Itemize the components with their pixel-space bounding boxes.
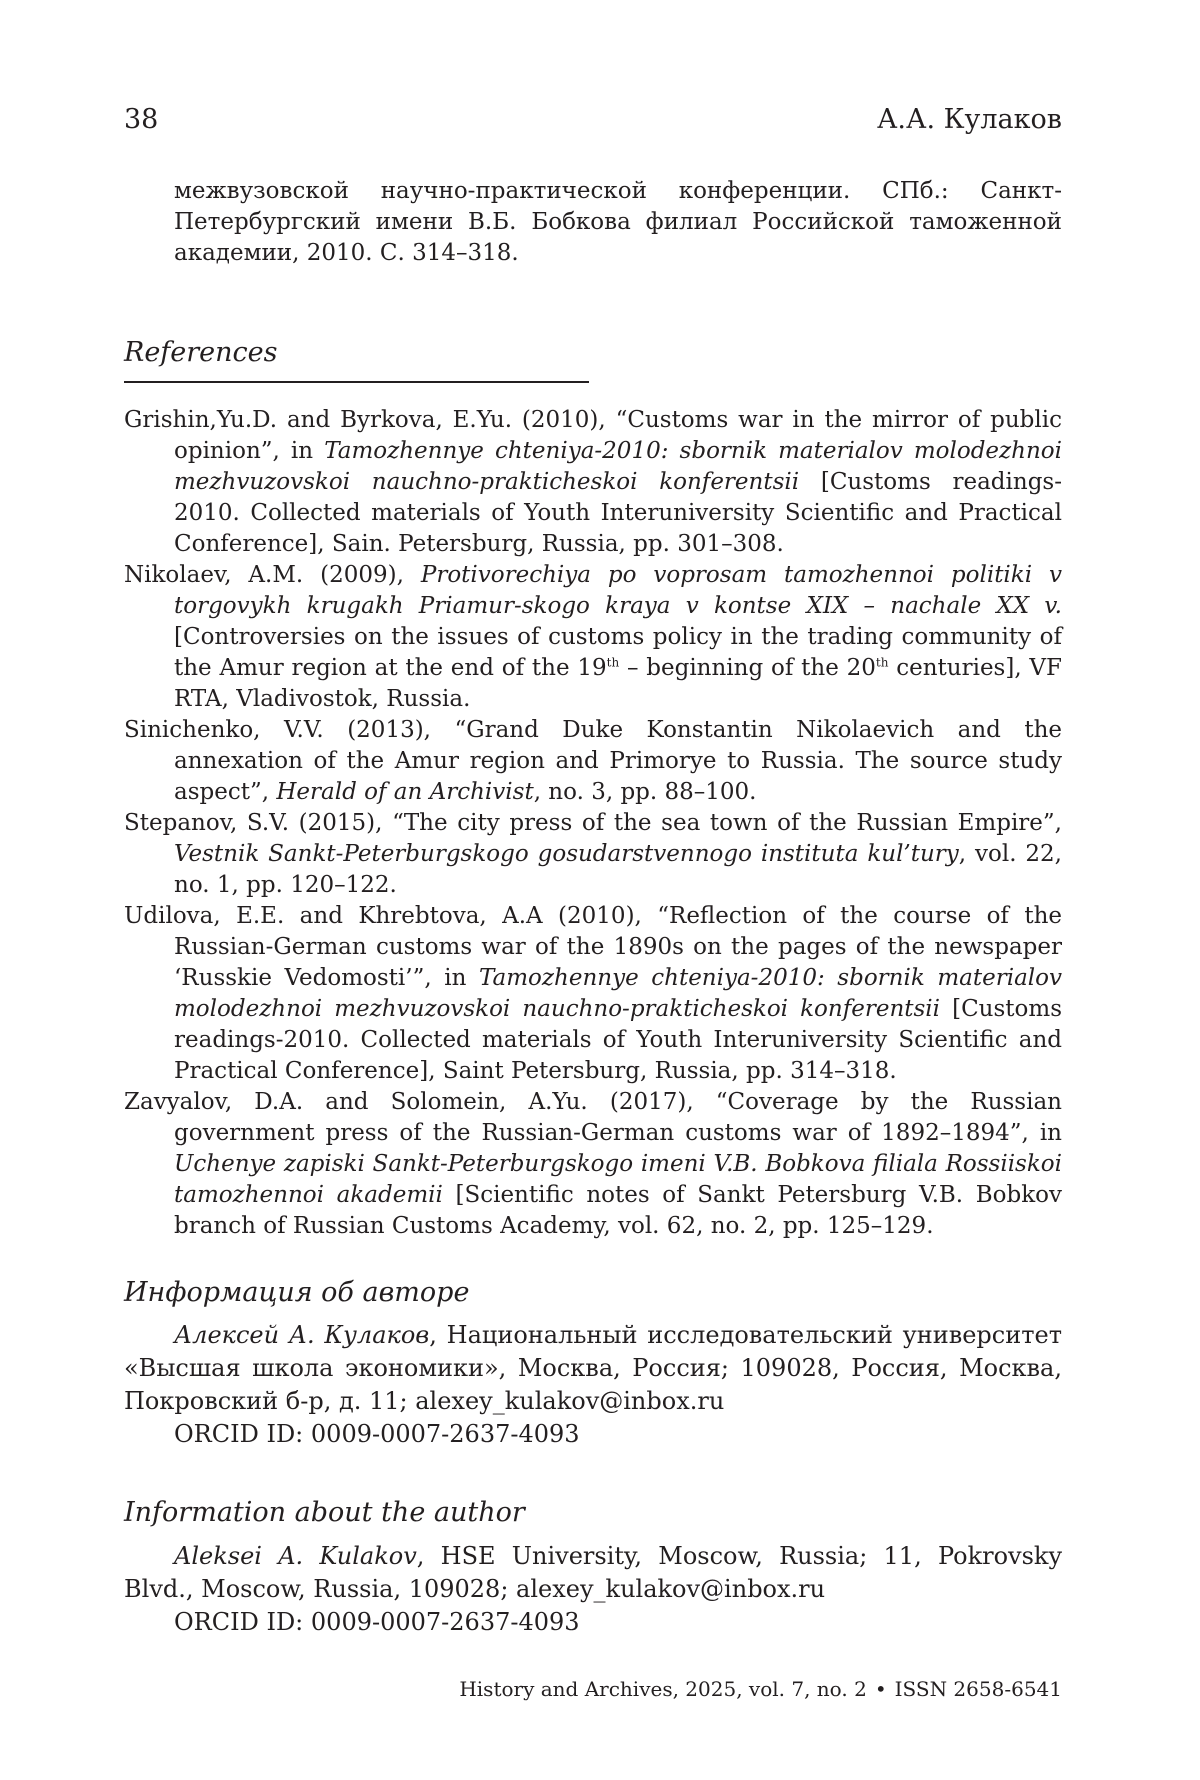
reference-item-sinichenko	[124, 715, 1062, 808]
author-info-en-heading: Information about the author	[124, 1497, 525, 1528]
reference-item-stepanov	[124, 808, 1062, 901]
reference-text: [Scientific notes of Sankt Petersburg V.B. Bobkov branch of Russian Customs Academy, vol. 62, no. 2, pp. 125–129.	[174, 1182, 1062, 1239]
reference-source-title: Tamozhennye chteniya-2010: sbornik materialov molodezhnoi mezhvuzovskoi nauchno-prakticheskoi konferentsii	[174, 438, 1062, 495]
superscript: th	[875, 655, 889, 670]
journal-citation: History and Archives, 2025, vol. 7, no. 2	[459, 1677, 867, 1701]
reference-text: Udilova, E.E. and Khrebtova, A.A (2010), “Reflection of the course of the Russian-German customs war of the 1890s on the pages of the newspaper ‘Russkie Vedomosti’”, in	[124, 903, 1062, 991]
author-info-en-paragraph	[124, 1540, 1062, 1606]
reference-source-title: Vestnik Sankt-Peterburgskogo gosudarstvennogo instituta kul’tury	[174, 841, 959, 867]
reference-text: Grishin,Yu.D. and Byrkova, E.Yu. (2010), “Customs war in the mirror of public opinion”, in	[124, 407, 1062, 464]
references-heading-rule	[124, 381, 589, 383]
journal-footer	[459, 1676, 1062, 1702]
reference-text: centuries], VF RTA, Vladivostok, Russia.	[174, 655, 1062, 712]
reference-text: Nikolaev, A.M. (2009),	[124, 562, 421, 588]
reference-text: Sinichenko, V.V. (2013), “Grand Duke Konstantin Nikolaevich and the annexation of the Amur region and Primorye to Russia. The source study aspect”,	[124, 717, 1062, 805]
reference-text: – beginning of the 20	[619, 655, 876, 681]
reference-item-grishin	[124, 405, 1062, 560]
author-info-ru-paragraph	[124, 1319, 1062, 1418]
reference-source-title: Protivorechiya po voprosam tamozhennoi politiki v torgovykh krugakh Priamur-skogo kraya v kontse XIX – nachale XX v.	[174, 562, 1062, 619]
author-details-en: , HSE University, Moscow, Russia; 11, Pokrovsky Blvd., Moscow, Russia, 109028; alexey_kulakov@inbox.ru	[124, 1542, 1063, 1603]
references-list	[124, 405, 1062, 1242]
superscript: th	[606, 655, 620, 670]
reference-text: [Controversies on the issues of customs policy in the trading community of the Amur region at the end of the 19	[174, 624, 1062, 681]
reference-text: Zavyalov, D.A. and Solomein, A.Yu. (2017), “Coverage by the Russian government press of the Russian-German customs war of 1892–1894”, in	[124, 1089, 1062, 1146]
journal-issn: ISSN 2658-6541	[894, 1677, 1062, 1701]
reference-source-title: Uchenye zapiski Sankt-Peterburgskogo imeni V.B. Bobkova filiala Rossiiskoi tamozhennoi akademii	[174, 1151, 1062, 1208]
reference-text: Stepanov, S.V. (2015), “The city press of the sea town of the Russian Empire”,	[124, 810, 1062, 836]
orcid-en: ORCID ID: 0009-0007-2637-4093	[174, 1608, 580, 1636]
references-heading: References	[124, 337, 278, 368]
orcid-ru: ORCID ID: 0009-0007-2637-4093	[174, 1420, 580, 1448]
reference-source-title: Tamozhennye chteniya-2010: sbornik materialov molodezhnoi mezhvuzovskoi nauchno-prakticheskoi konferentsii	[174, 965, 1062, 1022]
author-name-ru: Алексей А. Кулаков	[174, 1321, 430, 1349]
page-number: 38	[124, 104, 159, 135]
bibliography-continuation: межвузовской научно-практической конференции. СПб.: Санкт-Петербургский имени В.Б. Бобкова филиал Российской таможенной академии, 2010. С. 314–318.	[174, 178, 1062, 266]
reference-text: [Customs readings-2010. Collected materials of Youth Interuniversity Scientific and Practical Conference], Saint Petersburg, Russia, pp. 314–318.	[174, 996, 1063, 1084]
reference-text: , vol. 22, no. 1, pp. 120–122.	[174, 841, 1062, 898]
author-info-ru	[124, 1319, 1062, 1451]
reference-text: [Customs readings-2010. Collected materials of Youth Interuniversity Scientific and Practical Conference], Sain. Petersburg, Russia, pp. 301–308.	[174, 469, 1062, 557]
author-info-ru-heading: Информация об авторе	[124, 1277, 470, 1308]
reference-item-udilova	[124, 901, 1062, 1087]
reference-item-nikolaev	[124, 560, 1062, 715]
reference-text: , no. 3, pp. 88–100.	[533, 779, 757, 805]
author-name-en: Aleksei A. Kulakov	[174, 1542, 417, 1570]
author-info-en	[124, 1540, 1062, 1639]
author-details-ru: , Национальный исследовательский университет «Высшая школа экономики», Москва, Россия; 109028, Россия, Москва, Покровский б-р, д. 11; alexey_kulakov@inbox.ru	[124, 1321, 1062, 1415]
journal-page	[124, 0, 1062, 1780]
running-head-author: А.А. Кулаков	[876, 104, 1062, 135]
reference-source-title: Herald of an Archivist	[276, 779, 534, 805]
reference-item-zavyalov	[124, 1087, 1062, 1242]
bullet-separator: •	[874, 1677, 887, 1701]
running-head	[124, 104, 1062, 144]
